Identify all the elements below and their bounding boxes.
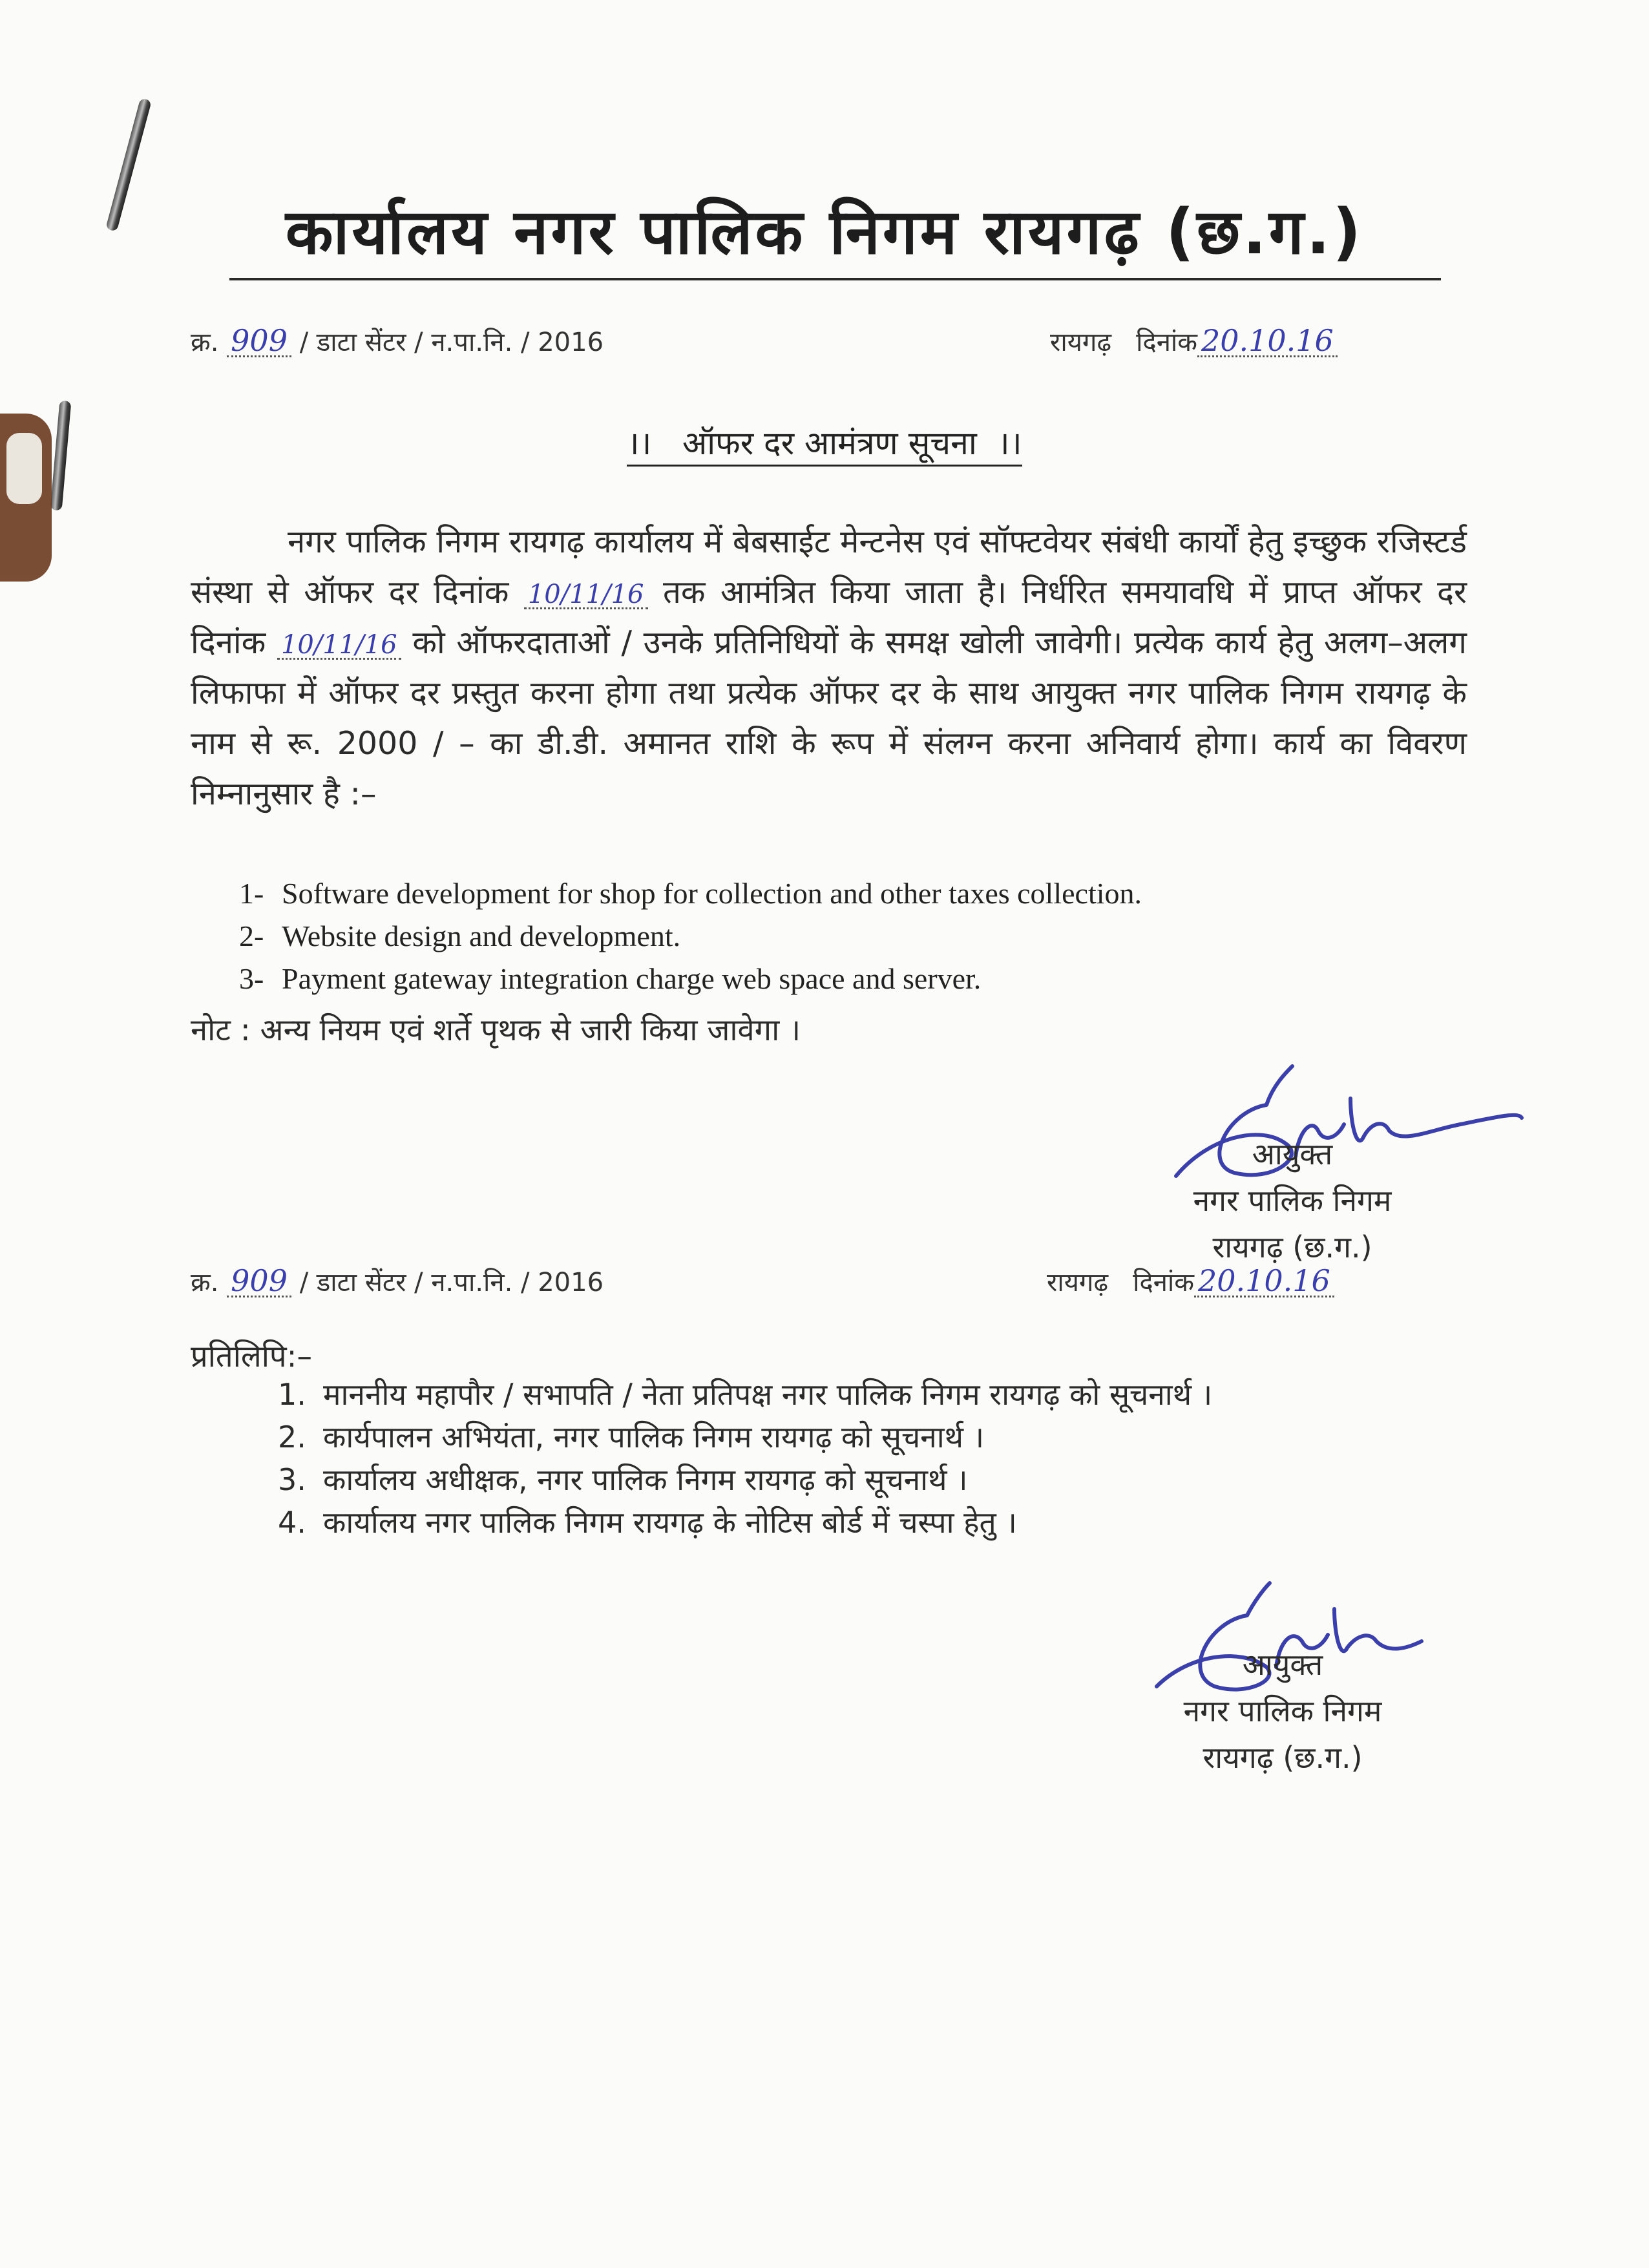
- reference-date-line: [1050, 323, 1338, 359]
- signatory-office: नगर पालिक निगम: [1183, 1694, 1382, 1728]
- body-text-1: नगर पालिक निगम रायगढ़ कार्यालय में बेबसाईट मेन्टनेस एवं सॉफ्टवेयर संबंधी कार्यों हेतु इच्छुक रजिस्टर्ड संस्था से ऑफर दर दिनांक: [191, 523, 1467, 611]
- note-text: नोट : अन्य नियम एवं शर्ते पृथक से जारी किया जावेगा ।: [191, 1013, 801, 1048]
- date-label: रायगढ़ दिनांक: [1047, 1268, 1194, 1297]
- reference-date-line-2: [1047, 1263, 1334, 1299]
- ref-number: 909: [227, 326, 291, 357]
- ref-number: 909: [227, 1266, 291, 1297]
- reference-number-line-2: [191, 1263, 604, 1299]
- reference-number-line: [191, 323, 604, 359]
- list-item: 2- Website design and development.: [239, 919, 681, 952]
- signatory-title: आयुक्त: [1252, 1137, 1333, 1171]
- list-item: 1. माननीय महापौर / सभापति / नेता प्रतिपक्ष नगर पालिक निगम रायगढ़ को सूचनार्थ ।: [278, 1377, 1213, 1412]
- list-item: 3. कार्यालय अधीक्षक, नगर पालिक निगम रायगढ़ को सूचनार्थ ।: [278, 1462, 968, 1497]
- copy-to-label: प्रतिलिपि:–: [191, 1339, 312, 1374]
- body-text-3: को ऑफरदाताओं / उनके प्रतिनिधियों के समक्ष खोली जावेगी। प्रत्येक कार्य हेतु अलग–अलग लिफाफा में ऑफर दर प्रस्तुत करना होगा तथा प्रत्येक ऑफर दर के साथ आयुक्त नगर पालिक निगम रायगढ़ के नाम से रू. 2000 / – का डी.डी. अमानत राशि के रूप में संलग्न करना अनिवार्य होगा। कार्य का विवरण निम्नानुसार है :–: [191, 624, 1467, 812]
- list-item: 2. कार्यपालन अभियंता, नगर पालिक निगम रायगढ़ को सूचनार्थ ।: [278, 1420, 985, 1454]
- opening-date: 10/11/16: [277, 632, 401, 660]
- ref-suffix: / डाटा सेंटर / न.पा.नि. / 2016: [299, 328, 604, 357]
- list-item: 4. कार्यालय नगर पालिक निगम रायगढ़ के नोटिस बोर्ड में चस्पा हेतु ।: [278, 1505, 1017, 1540]
- signatory-office: नगर पालिक निगम: [1193, 1183, 1392, 1218]
- title-underline: [229, 278, 1441, 280]
- date-label: रायगढ़ दिनांक: [1050, 328, 1197, 357]
- signatory-place: रायगढ़ (छ.ग.): [1212, 1230, 1372, 1265]
- list-item: 3- Payment gateway integration charge web space and server.: [239, 962, 982, 995]
- notice-body: [191, 517, 1467, 819]
- body-text-2: तक आमंत्रित किया जाता है। निर्धरित समयावधि में प्राप्त ऑफर दर दिनांक: [191, 574, 1467, 661]
- office-title: कार्यालय नगर पालिक निगम रायगढ़ (छ.ग.): [285, 196, 1364, 268]
- ref-prefix: क्र.: [191, 1268, 219, 1297]
- copy-date: 20.10.16: [1194, 1266, 1334, 1297]
- signatory-place: रायगढ़ (छ.ग.): [1203, 1740, 1363, 1775]
- list-item: 1- Software development for shop for collection and other taxes collection.: [239, 877, 1142, 910]
- issue-date: 20.10.16: [1197, 326, 1338, 357]
- offer-date: 10/11/16: [524, 582, 648, 609]
- works-list: [239, 872, 1142, 1000]
- signature-block-1: [1137, 1131, 1447, 1270]
- ref-prefix: क्र.: [191, 328, 219, 357]
- signatory-title: आयुक्त: [1242, 1647, 1323, 1682]
- notice-heading-text: ।। ऑफर दर आमंत्रण सूचना ।।: [627, 425, 1022, 467]
- signature-block-2: [1128, 1641, 1438, 1781]
- copy-list: [278, 1373, 1212, 1544]
- ref-suffix: / डाटा सेंटर / न.पा.नि. / 2016: [299, 1268, 604, 1297]
- notice-heading: [0, 420, 1649, 464]
